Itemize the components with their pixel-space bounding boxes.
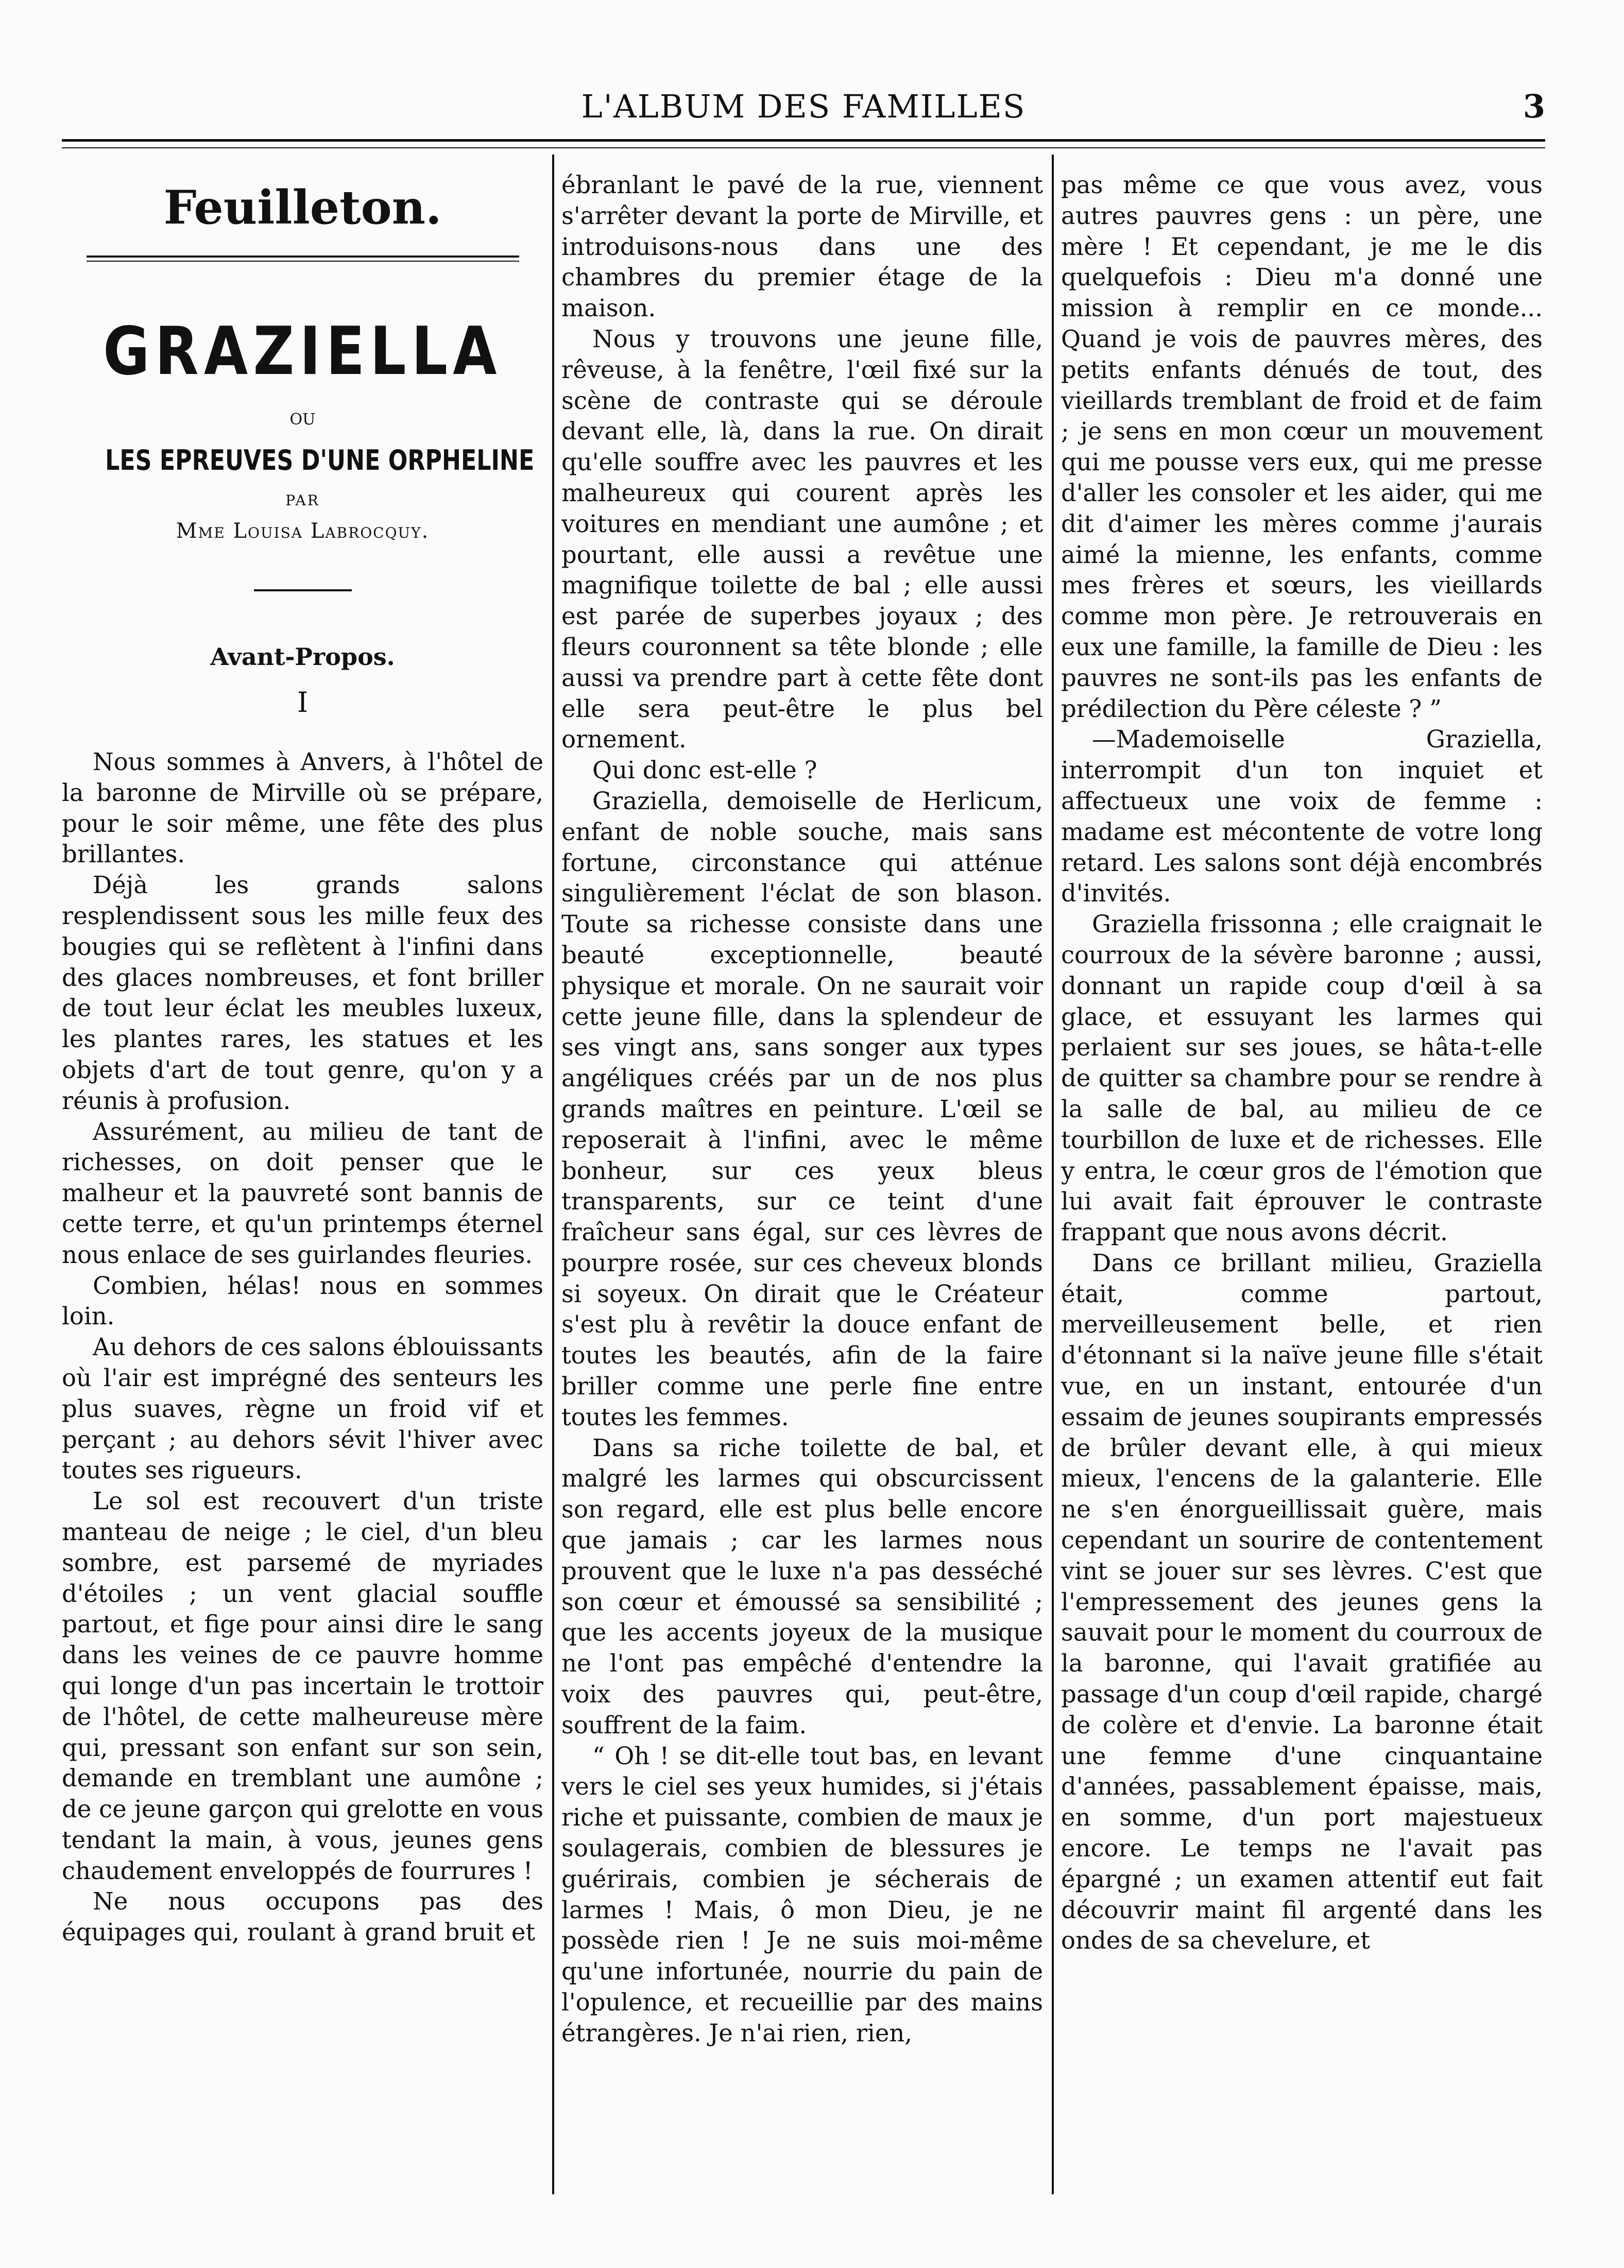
novel-title: GRAZIELLA xyxy=(103,313,502,390)
paragraph: Au dehors de ces salons éblouissants où l'air est imprégné des senteurs les plus suaves, règne un froid vif et perçant ; au dehors sévit l'hiver avec toutes ses rigueurs. xyxy=(62,1333,543,1485)
author-name: Mme Louisa Labrocquy. xyxy=(176,519,430,543)
section-heading: Avant-Propos. xyxy=(210,643,395,671)
paragraph: Qui donc est-elle ? xyxy=(592,756,817,785)
title-conjunction: OU xyxy=(289,411,316,429)
column-2 xyxy=(561,170,1043,2194)
header-rule-thin xyxy=(62,147,1545,148)
paragraph: Graziella frissonna ; elle craignait le courroux de la sévère baronne ; aussi, donnant un rapide coup d'œil à sa glace, et essuyant les larmes qui perlaient sur ses joues, se hâta-t-elle de quitter sa chambre pour se rendre à la salle de bal, au milieu de ce tourbillon de luxe et de richesses. Elle y entra, le cœur gros de l'émotion que lui avait fait éprouver le contraste frappant que nous avons décrit. xyxy=(1061,910,1543,1247)
byline-par: PAR xyxy=(285,492,320,509)
running-title: L'ALBUM DES FAMILLES xyxy=(581,88,1026,125)
paragraph: Le sol est recouvert d'un triste manteau de neige ; le ciel, d'un bleu sombre, est parsemé de myriades d'étoiles ; un vent glacial souffle partout, et fige pour ainsi dire le sang dans les veines de ce pauvre homme qui longe d'un pas incertain le trottoir de l'hôtel, de cette malheureuse mère qui, pressant son enfant sur son sein, demande en tremblant une aumône ; de ce jeune garçon qui grelotte en vous tendant la main, à vous, jeunes gens chaudement enveloppés de fourrures ! xyxy=(62,1487,543,1885)
paragraph: pas même ce que vous avez, vous autres pauvres gens : un père, une mère ! Et cependant, je me le dis quelquefois : Dieu m'a donné une mission à remplir en ce monde... Quand je vois de pauvres mères, des petits enfants dénués de tout, des vieillards tremblant de froid et de faim ; je sens en mon cœur un mouvement qui me pousse vers eux, qui me presse d'aller les consoler et les aider, qui me dit d'aimer les mères comme j'aurais aimé la mienne, les enfants, comme mes frères et sœurs, les vieillards comme mon père. Je retrouverais en eux une famille, la famille de Dieu : les pauvres ne sont-ils pas les enfants de prédilection du Père céleste ? ” xyxy=(1061,171,1543,723)
title-rule xyxy=(87,255,519,262)
section-rule xyxy=(254,589,352,591)
paragraph: Déjà les grands salons resplendissent sous les mille feux des bougies qui se reflètent à l'infini dans des glaces nombreuses, et font briller de tout leur éclat les meubles luxeux, les plantes rares, les statues et les objets d'art de tout genre, qu'on y a réunis à profusion. xyxy=(62,871,543,1115)
feuilleton-heading: Feuilleton. xyxy=(163,180,442,235)
column-divider xyxy=(1052,155,1054,2194)
paragraph: ébranlant le pavé de la rue, viennent s'arrêter devant la porte de Mirville, et introduisons-nous dans une des chambres du premier étage de la maison. xyxy=(561,171,1043,322)
paragraph: Combien, hélas! nous en sommes loin. xyxy=(62,1271,543,1331)
paragraph: Dans sa riche toilette de bal, et malgré les larmes qui obscurcissent son regard, elle est plus belle encore que jamais ; car les larmes nous prouvent que le luxe n'a pas desséché son cœur et émoussé sa sensibilité ; que les accents joyeux de la musique ne l'ont pas empêché d'entendre la voix des pauvres qui, peut-être, souffrent de la faim. xyxy=(561,1434,1043,1739)
column-3 xyxy=(1061,170,1543,2194)
column-1 xyxy=(62,170,543,2194)
header-rule xyxy=(62,139,1545,142)
paragraph: Nous sommes à Anvers, à l'hôtel de la baronne de Mirville où se prépare, pour le soir même, une fête des plus brillantes. xyxy=(62,748,543,868)
paragraph: Ne nous occupons pas des équipages qui, roulant à grand bruit et xyxy=(62,1887,543,1947)
paragraph: Graziella, demoiselle de Herlicum, enfant de noble souche, mais sans fortune, circonstance qui atténue singulièrement l'éclat de son blason. Toute sa richesse consiste dans une beauté exceptionnelle, beauté physique et morale. On ne saurait voir cette jeune fille, dans la splendeur de ses vingt ans, sans songer aux types angéliques créés par un de nos plus grands maîtres en peinture. L'œil se reposerait à l'infini, avec le même bonheur, sur ces yeux bleus transparents, sur ce teint d'une fraîcheur sans égal, sur ces lèvres de pourpre rosée, sur ces cheveux blonds si soyeux. On dirait que le Créateur s'est plu à revêtir la douce enfant de toutes les beautés, afin de la faire briller comme une perle fine entre toutes les femmes. xyxy=(561,787,1043,1431)
paragraph: Nous y trouvons une jeune fille, rêveuse, à la fenêtre, l'œil fixé sur la scène de contraste qui se déroule devant elle, là, dans la rue. On dirait qu'elle souffre avec les pauvres et les malheureux qui courent après les voitures en mendiant une aumône ; et pourtant, elle aussi a revêtue une magnifique toilette de bal ; elle aussi est parée de superbes joyaux ; des fleurs couronnent sa tête blonde ; elle aussi va prendre part à cette fête dont elle sera peut-être le plus bel ornement. xyxy=(561,325,1043,754)
paragraph: Assurément, au milieu de tant de richesses, on doit penser que le malheur et la pauvreté sont bannis de cette terre, et qu'un printemps éternel nous enlace de ses guirlandes fleuries. xyxy=(62,1117,543,1269)
page-number: 3 xyxy=(1523,88,1545,125)
paragraph: “ Oh ! se dit-elle tout bas, en levant vers le ciel ses yeux humides, si j'étais riche et puissante, combien de maux je soulagerais, combien de blessures je guérirais, combien je sécherais de larmes ! Mais, ô mon Dieu, je ne possède rien ! Je ne suis moi-même qu'une infortunée, nourrie du pain de l'opulence, et recueillie par des mains étrangères. Je n'ai rien, rien, xyxy=(561,1742,1043,2047)
paragraph: Dans ce brillant milieu, Graziella était, comme partout, merveilleusement belle, et rien d'étonnant si la naïve jeune fille s'était vue, en un instant, entourée d'un essaim de jeunes soupirants empressés de brûler devant elle, à qui mieux mieux, l'encens de la galanterie. Elle ne s'en énorgueillissait guère, mais cependant un sourire de contentement vint se jouer sur ses lèvres. C'est que l'empressement des jeunes gens la sauvait pour le moment du courroux de la baronne, qui l'avait gratifiée au passage d'un coup d'œil rapide, chargé de colère et d'envie. La baronne était une femme d'une cinquantaine d'années, passablement épaisse, mais, en somme, d'un port majestueux encore. Le temps ne l'avait pas épargné ; un examen attentif eut fait découvrir maint fil argenté dans les ondes de sa chevelure, et xyxy=(1061,1249,1543,1955)
section-number: I xyxy=(297,686,309,719)
page-header xyxy=(62,82,1545,139)
paragraph: —Mademoiselle Graziella, interrompit d'un ton inquiet et affectueux une voix de femme : madame est mécontente de votre long retard. Les salons sont déjà encombrés d'invités. xyxy=(1061,725,1543,908)
novel-subtitle: LES EPREUVES D'UNE ORPHELINE xyxy=(105,444,535,476)
column-divider xyxy=(552,155,554,2194)
